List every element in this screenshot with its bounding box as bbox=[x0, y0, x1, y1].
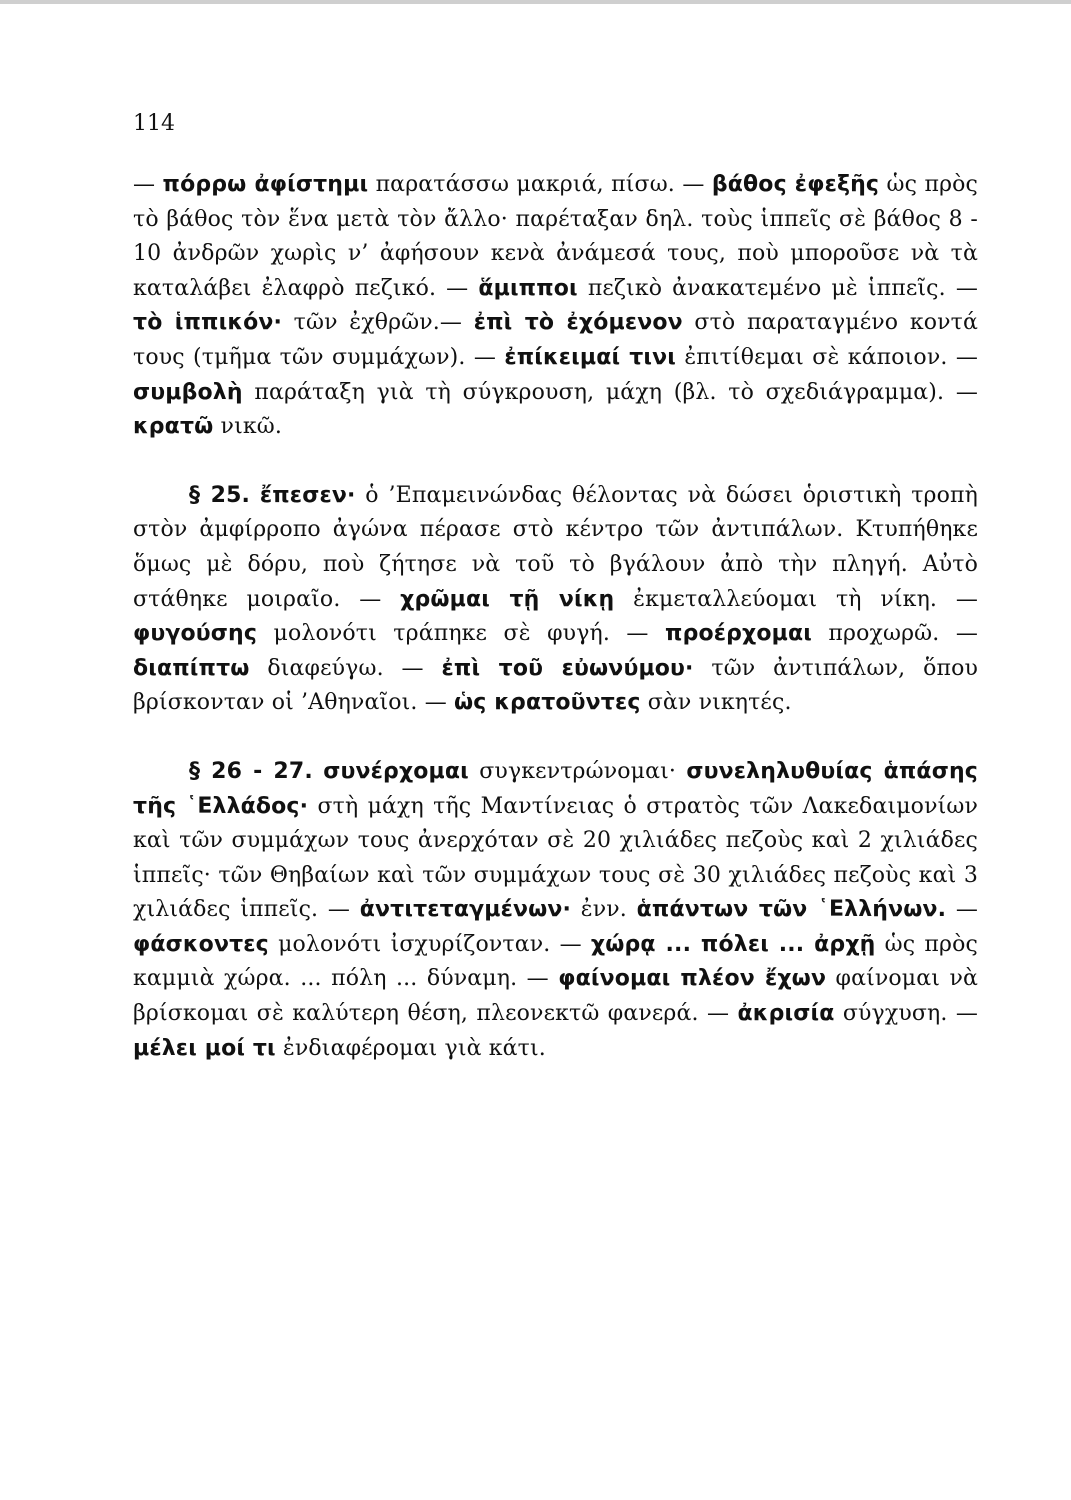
paragraph bbox=[133, 168, 978, 445]
explanation-text: μολονότι ἰσχυρίζονταν. — bbox=[268, 931, 591, 957]
section-marker: § 26 - 27. bbox=[189, 758, 313, 784]
explanation-text: σύγχυση. — bbox=[834, 1001, 979, 1027]
glossary-term: ἔπεσεν· bbox=[259, 482, 356, 508]
explanation-text: ὡς πρὸς καμμιὰ χώρα. ... πόλη ... δύναμη. — bbox=[133, 931, 978, 992]
explanation-text bbox=[313, 759, 323, 784]
glossary-term: ἅμιπποι bbox=[478, 275, 578, 301]
glossary-term: ἁπάντων τῶν ῾Ελλήνων. bbox=[636, 897, 947, 923]
explanation-text: — bbox=[946, 897, 978, 923]
explanation-text: νικῶ. bbox=[213, 414, 282, 440]
glossary-term: ἐπὶ τὸ ἐχόμενον bbox=[473, 310, 683, 336]
glossary-term: συνέρχομαι bbox=[323, 758, 469, 784]
page-number: 114 bbox=[133, 111, 175, 136]
glossary-term: πόρρω ἀφίστημι bbox=[162, 172, 369, 197]
explanation-text: μολονότι τράπηκε σὲ φυγή. — bbox=[257, 621, 666, 647]
explanation-text: — bbox=[133, 172, 163, 197]
paragraph bbox=[133, 755, 978, 1066]
glossary-term: ἐπὶ τοῦ εὐωνύμου· bbox=[441, 655, 694, 681]
glossary-term: συνεληλυθυίας ἁπάσης τῆς ῾Ελλάδος· bbox=[133, 758, 978, 819]
explanation-text: τῶν ἀντιπάλων, ὅπου βρίσκονταν οἱ ’Αθηναῖοι. — bbox=[133, 655, 978, 716]
glossary-term: διαπίπτω bbox=[133, 655, 250, 681]
glossary-term: μέλει μοί τι bbox=[133, 1035, 276, 1061]
scan-edge-line bbox=[0, 0, 1071, 4]
glossary-term: τὸ ἱππικόν· bbox=[133, 310, 283, 336]
explanation-text: ὁ ’Επαμεινώνδας θέλοντας νὰ δώσει ὁριστικὴ τροπὴ στὸν ἀμφίρροπο ἀγώνα πέρασε στὸ κέντρο τῶν ἀντιπάλων. Κτυπήθηκε ὅμως μὲ δόρυ, ποὺ ζήτησε νὰ τοῦ τὸ βγάλουν ἀπὸ τὴν πληγή. Αὐτὸ στάθηκε μοιραῖο. — bbox=[133, 482, 978, 612]
paragraph bbox=[133, 479, 978, 721]
glossary-term: βάθος ἐφεξῆς bbox=[711, 172, 880, 197]
glossary-term: ἀκρισία bbox=[737, 1001, 835, 1027]
explanation-text: πεζικὸ ἀνακατεμένο μὲ ἱππεῖς. — bbox=[577, 275, 978, 301]
explanation-text bbox=[250, 483, 260, 508]
explanation-text: ἐκμεταλλεύομαι τὴ νίκη. — bbox=[614, 586, 978, 612]
explanation-text: συγκεντρώνομαι· bbox=[468, 758, 687, 784]
glossary-term: κρατῶ bbox=[133, 414, 214, 440]
explanation-text: ἐπιτίθεμαι σὲ κάποιον. — bbox=[676, 344, 978, 370]
glossary-term: φυγούσης bbox=[133, 621, 258, 647]
explanation-text: ἐνν. bbox=[571, 897, 637, 923]
explanation-text: ὡς πρὸς τὸ βάθος τὸν ἕνα μετὰ τὸν ἄλλο· παρέταξαν δηλ. τοὺς ἱππεῖς σὲ βάθος 8 - 10 ἀνδρῶν χωρὶς ν’ ἀφήσουν κενὰ ἀνάμεσά τους, ποὺ μποροῦσε νὰ τὰ καταλάβει ἐλαφρὸ πεζικό. — bbox=[133, 172, 979, 301]
explanation-text: ἐνδιαφέρομαι γιὰ κάτι. bbox=[275, 1035, 546, 1061]
glossary-term: ἀντιτεταγμένων· bbox=[359, 897, 572, 923]
commentary-text bbox=[133, 168, 978, 1066]
glossary-term: χρῶμαι τῇ νίκῃ bbox=[400, 586, 615, 612]
explanation-text: σὰν νικητές. bbox=[640, 690, 792, 716]
glossary-term: φαίνομαι πλέον ἔχων bbox=[558, 966, 827, 992]
glossary-term: φάσκοντες bbox=[133, 931, 269, 957]
explanation-text: φαίνομαι νὰ βρίσκομαι σὲ καλύτερη θέση, πλεονεκτῶ φανερά. — bbox=[133, 966, 978, 1027]
glossary-term: συμβολὴ bbox=[133, 379, 243, 405]
explanation-text: διαφεύγω. — bbox=[249, 655, 442, 681]
glossary-term: ὡς κρατοῦντες bbox=[454, 690, 641, 716]
explanation-text: στὴ μάχη τῆς Μαντίνειας ὁ στρατὸς τῶν Λακεδαιμονίων καὶ τῶν συμμάχων τους ἀνερχόταν σὲ 20 χιλιάδες πεζοὺς καὶ 2 χιλιάδες ἱππεῖς· τῶν Θηβαίων καὶ τῶν συμμάχων τους σὲ 30 χιλιάδες πεζοὺς καὶ 3 χιλιάδες ἱππεῖς. — bbox=[133, 793, 978, 923]
explanation-text: τῶν ἐχθρῶν.— bbox=[282, 310, 474, 336]
glossary-term: προέρχομαι bbox=[665, 621, 812, 647]
glossary-term: χώρᾳ ... πόλει ... ἀρχῇ bbox=[590, 931, 876, 957]
explanation-text: παράταξη γιὰ τὴ σύγκρουση, μάχη (βλ. τὸ σχεδιάγραμμα). — bbox=[242, 379, 978, 405]
section-marker: § 25. bbox=[189, 482, 251, 508]
explanation-text: στὸ παραταγμένο κοντά τους (τμῆμα τῶν συμμάχων). — bbox=[133, 310, 978, 370]
glossary-term: ἐπίκειμαί τινι bbox=[504, 344, 676, 370]
explanation-text: παρατάσσω μακριά, πίσω. — bbox=[368, 172, 712, 197]
explanation-text: προχωρῶ. — bbox=[811, 621, 978, 647]
